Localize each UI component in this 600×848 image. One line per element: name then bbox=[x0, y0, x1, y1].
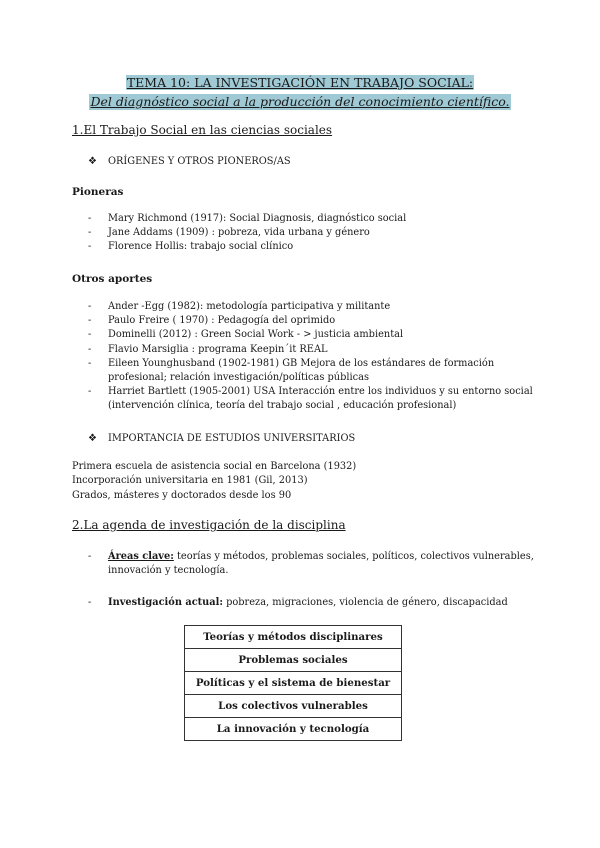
areas-table bbox=[184, 625, 402, 741]
list-item: - Mary Richmond (1917): Social Diagnosis, diagnóstico social bbox=[88, 213, 407, 224]
bullet-importancia bbox=[88, 432, 355, 445]
table-row: Políticas y el sistema de bienestar bbox=[185, 672, 402, 695]
list-item-continuation: (intervención clínica, teoría del trabajo social , educación profesional) bbox=[108, 400, 457, 412]
otros-aportes-list bbox=[88, 300, 538, 414]
diamond-bullet-icon: ❖ bbox=[88, 156, 97, 167]
table-row: La innovación y tecnología bbox=[185, 718, 402, 741]
list-item: - Dominelli (2012) : Green Social Work - > justicia ambiental bbox=[88, 329, 404, 341]
list-item-continuation: innovación y tecnología. bbox=[108, 565, 229, 577]
universidad-paragraph: Primera escuela de asistencia social en Barcelona (1932) Incorporación universitaria en 1981 (Gil, 2013) Grados, másteres y doctorados desde los 90 bbox=[72, 461, 357, 501]
list-item: - Flavio Marsiglia : programa Keepin´it REAL bbox=[88, 343, 328, 355]
list-item: - Jane Addams (1909) : pobreza, vida urbana y género bbox=[88, 227, 370, 239]
agenda-list bbox=[88, 550, 538, 578]
diamond-bullet-icon: ❖ bbox=[88, 433, 97, 444]
bullet-origenes-text: ORÍGENES Y OTROS PIONEROS/AS bbox=[108, 156, 291, 167]
section-1-heading: 1.El Trabajo Social en las ciencias sociales bbox=[72, 123, 333, 137]
pioneras-heading: Pioneras bbox=[72, 186, 124, 198]
pioneras-list bbox=[88, 212, 538, 255]
title-line-1: TEMA 10: LA INVESTIGACIÓN EN TRABAJO SOCIAL: bbox=[126, 75, 474, 90]
investigacion-list bbox=[88, 596, 538, 610]
title-line-2: Del diagnóstico social a la producción del conocimiento científico. bbox=[90, 94, 510, 109]
list-item-areas: - Áreas clave: teorías y métodos, problemas sociales, políticos, colectivos vulnerables, bbox=[88, 551, 534, 562]
table-row: Problemas sociales bbox=[185, 649, 402, 672]
table-row: Los colectivos vulnerables bbox=[185, 695, 402, 718]
list-item: - Florence Hollis: trabajo social clínico bbox=[88, 241, 294, 253]
list-item: - Paulo Freire ( 1970) : Pedagogía del oprimido bbox=[88, 315, 336, 327]
otros-aportes-heading: Otros aportes bbox=[72, 273, 153, 285]
table-row: Teorías y métodos disciplinares bbox=[185, 626, 402, 649]
list-item: - Harriet Bartlett (1905-2001) USA Interacción entre los individuos y su entorno social bbox=[88, 386, 533, 398]
list-item-continuation: profesional; relación investigación/políticas públicas bbox=[108, 372, 369, 384]
bullet-origenes bbox=[88, 155, 291, 168]
list-item-investigacion: - Investigación actual: pobreza, migraciones, violencia de género, discapacidad bbox=[88, 597, 508, 608]
bullet-importancia-text: IMPORTANCIA DE ESTUDIOS UNIVERSITARIOS bbox=[108, 433, 356, 444]
section-2-heading: 2.La agenda de investigación de la disciplina bbox=[72, 518, 346, 532]
list-item: - Eileen Younghusband (1902-1981) GB Mejora de los estándares de formación bbox=[88, 357, 495, 369]
list-item: - Ander -Egg (1982): metodología participativa y militante bbox=[88, 301, 391, 312]
document-title bbox=[0, 72, 600, 110]
